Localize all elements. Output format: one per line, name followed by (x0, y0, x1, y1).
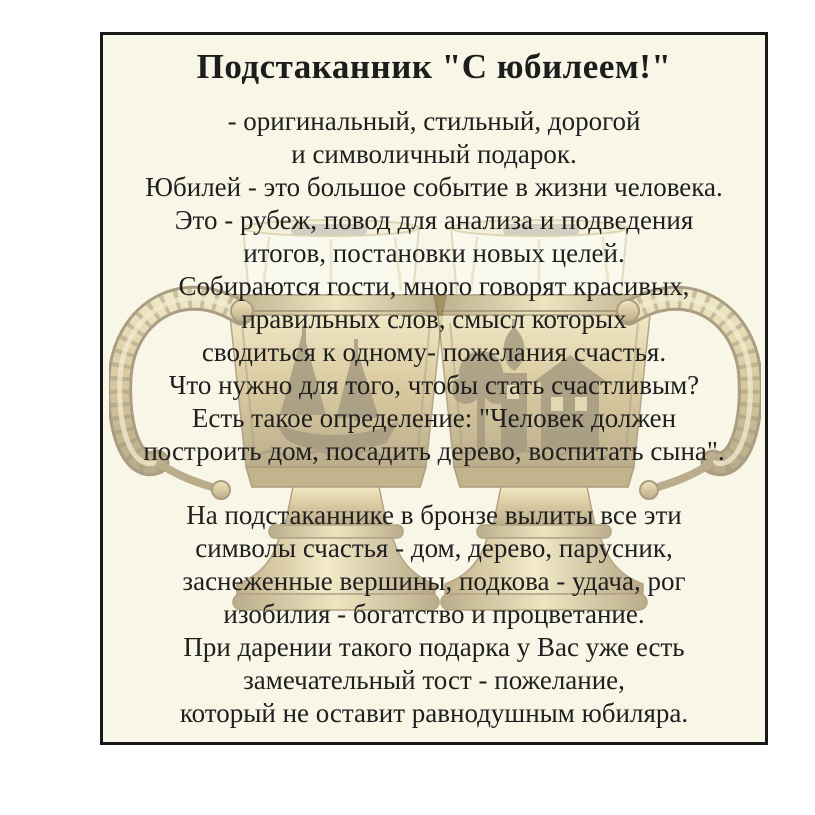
text-line: заснеженные вершины, подкова - удача, рог (182, 566, 686, 596)
symbols-paragraph (103, 499, 765, 730)
text-line: изобилия - богатство и процветание. (223, 599, 645, 629)
text-line: При дарении такого подарка у Вас уже есть (183, 632, 685, 662)
intro-paragraph (103, 105, 765, 468)
text-line: символы счастья - дом, дерево, парусник, (195, 533, 673, 563)
text-line: Есть такое определение: "Человек должен (191, 403, 677, 433)
text-line: Собираются гости, много говорят красивых, (178, 271, 690, 301)
text-line: построить дом, посадить дерево, воспитать сына". (143, 436, 725, 466)
text-line: итогов, постановки новых целей. (243, 238, 625, 268)
text-line: Что нужно для того, чтобы стать счастливым? (168, 370, 700, 400)
text-line: который не оставит равнодушным юбиляра. (179, 698, 689, 728)
greeting-card (100, 32, 768, 745)
text-line: правильных слов, смысл которых (241, 304, 627, 334)
text-line: и символичный подарок. (291, 139, 577, 169)
text-line: Юбилей - это большое событие в жизни человека. (145, 172, 723, 202)
text-line: Это - рубеж, повод для анализа и подведения (174, 205, 694, 235)
text-line: замечательный тост - пожелание, (243, 665, 625, 695)
text-line: сводиться к одному- пожелания счастья. (201, 337, 667, 367)
text-line: На подстаканнике в бронзе вылиты все эти (186, 500, 682, 530)
card-title: Подстаканник "С юбилеем!" (196, 47, 672, 86)
text-line: - оригинальный, стильный, дорогой (227, 106, 641, 136)
